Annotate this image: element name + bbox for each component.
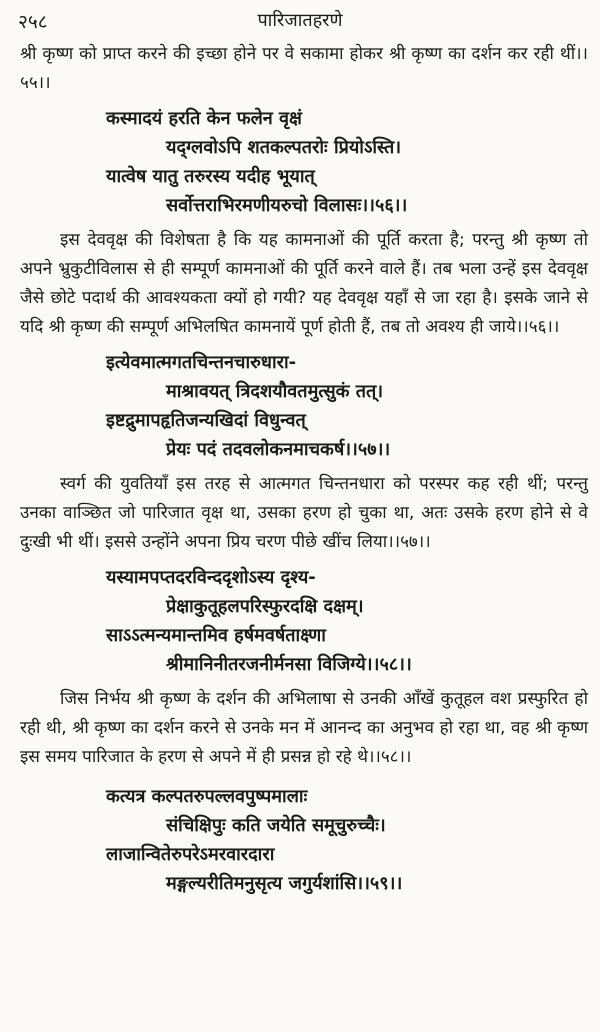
commentary-57: स्वर्ग की युवतियाँ इस तरह से आत्मगत चिन्तनधारा को परस्पर कह रही थीं; परन्तु उनका वाञ्छित जो पारिजात वृक्ष था, उसका हरण हो चुका था, अतः उसके हरण होने से वे दुःखी भी थीं। इससे उन्होंने अपना प्रिय चरण पीछे खींच लिया।।५७।। <box>20 474 588 552</box>
verse-line: सर्वोत्तराभिरमणीयरुचो विलासः।।५६।। <box>166 195 408 216</box>
commentary-58: जिस निर्भय श्री कृष्ण के दर्शन की अभिलाषा से उनकी आँखें कुतूहल वश प्रस्फुरित हो रही थी, श्री कृष्ण का दर्शन करने से उनके मन में आनन्द का अनुभव हो रहा था, वह श्री कृष्ण इस समय पारिजात के हरण से अपने में ही प्रसन्न हो रहे थे।।५८।। <box>20 689 588 767</box>
verse-line: श्रीमानिनीतरजनीर्मनसा विजिग्ये।।५८।। <box>166 654 412 675</box>
page-content <box>20 40 588 898</box>
commentary-56: इस देववृक्ष की विशेषता है कि यह कामनाओं की पूर्ति करता है; परन्तु श्री कृष्ण तो अपने भ्रुकुटीविलास से ही सम्पूर्ण कामनाओं की पूर्ति करने वाले हैं। तब भला उन्हें इस देववृक्ष जैसे छोटे पदार्थ की आवश्यकता क्यों हो गयी? यह देववृक्ष यहाँ से जा रहा है। इसके जाने से यदि श्री कृष्ण की सम्पूर्ण अभिलषित कामनायें पूर्ण होती हैं, तब तो अवश्य ही जाये।।५६।। <box>20 230 588 337</box>
verse-line: संचिक्षिपुः कति जयेति समूचुरुच्चैः। <box>166 815 386 836</box>
verse-58 <box>20 563 588 679</box>
verse-56 <box>20 104 588 220</box>
verse-line: लाजान्वितेरुपरेऽमरवारदारा <box>106 844 275 865</box>
verse-line: यात्वेष यातु तरुरस्य यदीह भूयात् <box>106 166 315 187</box>
page-header <box>18 8 582 36</box>
verse-line: प्रेयः पदं तदवलोकनमाचकर्ष।।५७।। <box>166 439 391 460</box>
verse-line: प्रेक्षाकुतूहलपरिस्फुरदक्षि दक्षम्। <box>166 596 364 617</box>
verse-line: इत्येवमात्मगतचिन्तनचारुधारा- <box>106 352 297 373</box>
commentary-55: श्री कृष्ण को प्राप्त करने की इच्छा होने पर वे सकामा होकर श्री कृष्ण का दर्शन कर रही थीं।।५५।। <box>20 44 588 93</box>
verse-line: मङ्गल्यरीतिमनुसृत्य जगुर्यशांसि।।५९।। <box>166 873 403 894</box>
verse-line: यस्यामपप्तदरविन्ददृशोऽस्य दृश्य- <box>106 567 316 588</box>
verse-line: माश्रावयत् त्रिदशयौवतमुत्सुकं तत्। <box>166 381 384 402</box>
page-number: २५८ <box>18 11 48 33</box>
verse-line: यद्ग्लवोऽपि शतकल्पतरोः प्रियोऽस्ति। <box>166 137 402 158</box>
verse-line: साऽऽत्मन्यमान्तमिव हर्षमवर्षताक्ष्णा <box>106 625 326 646</box>
running-title: पारिजातहरणे <box>257 10 343 31</box>
verse-line: इष्टद्रुमापहृतिजन्यखिदां विधुन्वत् <box>106 410 306 431</box>
verse-59 <box>20 782 588 898</box>
verse-57 <box>20 348 588 464</box>
verse-line: कस्मादयं हरति केन फलेन वृक्षं <box>106 108 302 129</box>
verse-line: कत्यत्र कल्पतरुपल्लवपुष्पमालाः <box>106 786 308 807</box>
